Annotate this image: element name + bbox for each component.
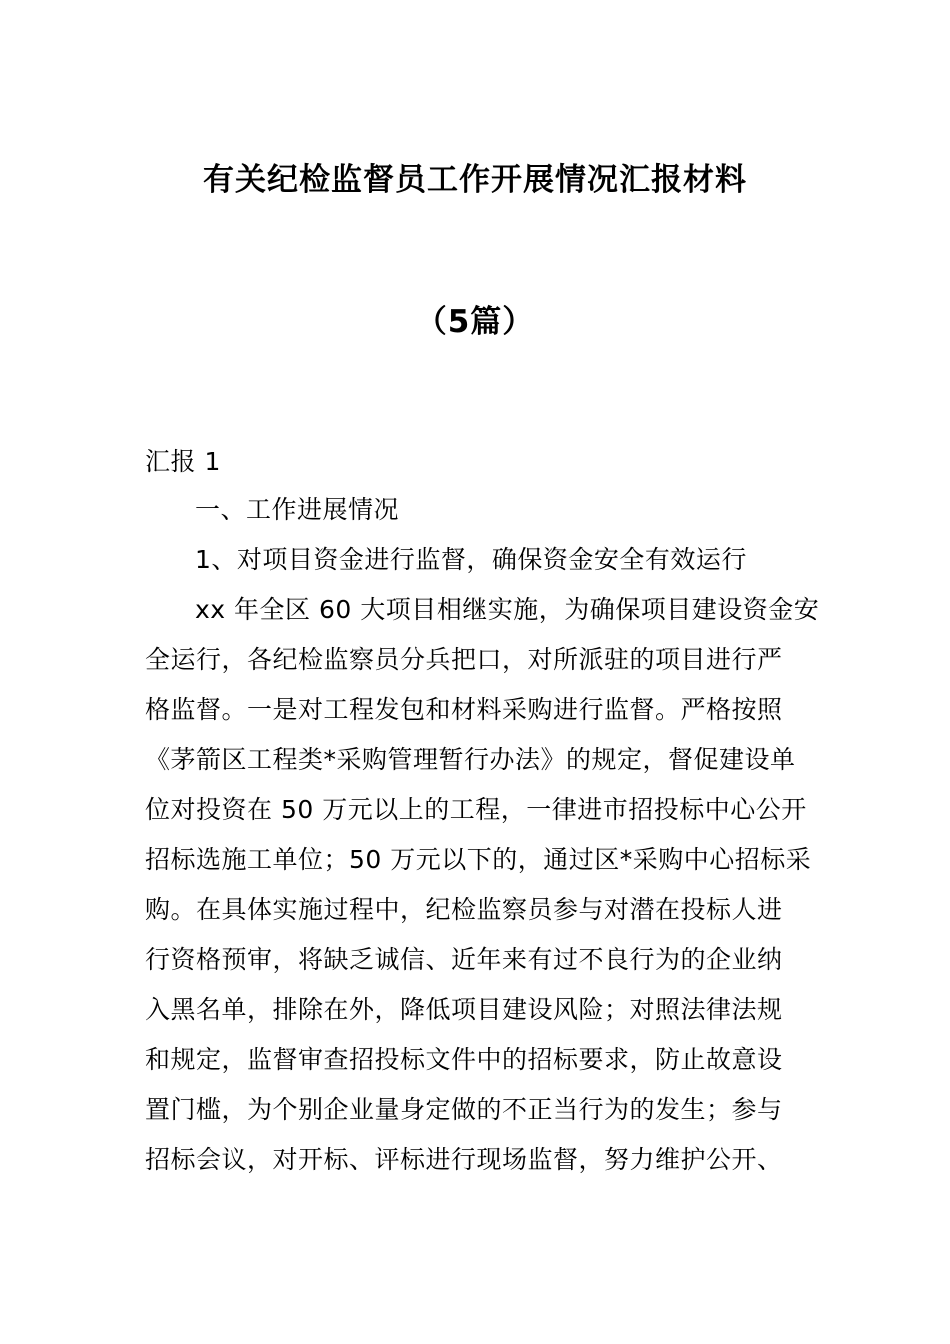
body-line: 行资格预审，将缺乏诚信、近年来有过不良行为的企业纳 [145,945,783,974]
body-line: 置门槛，为个别企业量身定做的不正当行为的发生；参与 [145,1095,783,1124]
body-line: 招标选施工单位；50 万元以下的，通过区*采购中心招标采 [145,845,812,874]
body-line: 招标会议，对开标、评标进行现场监督，努力维护公开、 [145,1145,783,1174]
body-line: 和规定，监督审查招投标文件中的招标要求，防止故意设 [145,1045,783,1074]
body-line: 位对投资在 50 万元以上的工程，一律进市招投标中心公开 [145,795,807,824]
body-line: 购。在具体实施过程中，纪检监察员参与对潜在投标人进 [145,895,783,924]
document-title: 有关纪检监督员工作开展情况汇报材料 [203,162,747,198]
body-line: 格监督。一是对工程发包和材料采购进行监督。严格按照 [145,695,783,724]
document-subtitle: （5篇） [415,304,535,340]
subsection-heading: 1、对项目资金进行监督，确保资金安全有效运行 [195,545,747,574]
body-line: xx 年全区 60 大项目相继实施，为确保项目建设资金安 [195,595,820,624]
section-label: 汇报 1 [145,447,221,476]
body-line: 全运行，各纪检监察员分兵把口，对所派驻的项目进行严 [145,645,783,674]
body-line: 入黑名单，排除在外，降低项目建设风险；对照法律法规 [145,995,783,1024]
section-heading: 一、工作进展情况 [195,495,400,524]
body-line: 《茅箭区工程类*采购管理暂行办法》的规定，督促建设单 [145,745,796,774]
